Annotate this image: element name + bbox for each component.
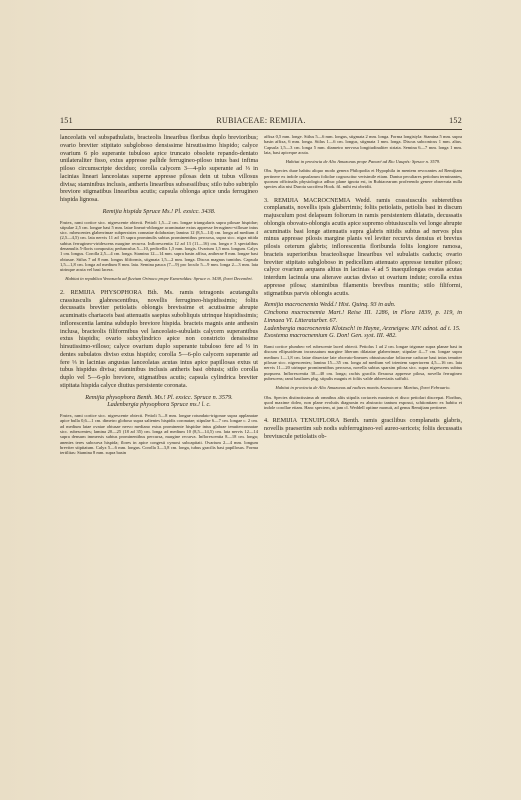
citation: Exostema macrocnemium G. Don! Gen. syst. III. 482.	[264, 332, 397, 340]
species-paragraph: 4. REMIJIA TENUIFLORA Benth. ramis gracilibus complanatis glabris, novellis praesertim sub nodis subferrugineo-vel aureo-sericeis; foliis decussatis breviuscule petiolatis ob-	[264, 417, 462, 440]
habitat-note: Habitat in provincia de Alto Amazonas ad radices montis Araracoara: Martius, floret Februario.	[275, 385, 451, 391]
species-paragraph: 2. REMIJIA PHYSOPHORA Bth. Ms. ramis tetragonis acutangulis crassiusculis glabrescentibus, novellis ferrugineo-hispidissimis; foliis decussatis breviter petiolatis oblongis brevissime et acutissime abrupte acuminatis chartaceis basi attenuatis saepius subobliquis utrinque hispidissimis; inflorescentia lamina subduplo breviore hispida. bracteis magnis ante anthesin inclusa, bracteolis filiformibus vel lanceolato-subulatis calycem superantibus extus hispidis; ovario subcylindrico apice non constricto densissime hirsutissimo-villoso; calyce ovarium duplo superante tubuloso fere ad ⅓ in dentes subulatos diviso extus hispido; corolla 5—6-plo calycem superante ad fere ⅓ in lacinias angustas lanceolatas acutas intus apice papillosas extus ut tubus hispidus divisa; staminibus inclusis antheris basi obtusis; stilo corolla duplo vel 5—6-plo breviore, stigmatibus acutis; capsula cylindrica breviter stipitata hispida calyce diutius persistente coronata.	[60, 288, 258, 389]
paragraph: lanceolatis vel subspathulatis, bracteolis linearibus floribus duplo brevioribus; ovario breviter stipitato subgloboso densissime hirsutissimo hispido; calyce ovarium 6 plo superante tubuloso apice truncato obsolete repando-dentato unilateraliter fisso, extus appresse pallide ferrugineo-piloso intus basi infima piloso circumscripte deciduo; corolla calycem 3—4-plo superante ad ⅓ in lacinias lineari lanceolatas superne appresse pilosas dein ut tubus villosus divisa; staminibus inclusis, antheris linearibus subsessilibus; stilo tubo subtriplo breviore stigmatibus linearibus acutis; capsula oblonga apice unda ferrugineo hispida lignosa.	[60, 134, 258, 203]
citation: Cinchona macrocnemia Mart.! Reise III. 1286, in Flora 1839, p. 119, in Linnaea VI. Litteraturber. 67.	[264, 309, 462, 324]
running-title: RUBIACEAE: REMIJIA.	[216, 116, 306, 125]
citation: Ladenbergia macrocnemia Klotzsch! in Hayne, Arzneigew. XIV. adnot. ad t. 15.	[264, 324, 461, 332]
description-small: Frutex, rami cortice sicc. nigrescente obtecti. Petioli 5—8 mm. longae rotundato-trigonae supra applanatae apice bulla 0,6—1 cm. dimetro globoso supra salientes hispidis coronatae; stipulae 6—7 cm. longae c. 2 cm. ad medium latae ovatae obtusae nervo mediano extus prominente hispidae intus glabrae tenuiterconnatae sicc. rubescentes; lamina 20—25 (18 ad 35) cm. longa ad medium 10 (8,5—14,5) cm. lata nervis 12—14 supra densum immersis subtus prominentibus percursa, margine recurva. Inflorescentia 8—18 cm. longa; anenies teres subcurva hispida; flores in apice congesti cymosi subcapitati. Ovarium 2—4 mm. longum breviter stipitatum. Calyx 5—6 mm. longus. Corolla 3—3,8 cm. longa, tubus gracilis basi papillosus. Forma tertilitas: Stamina 8 mm. supra basin	[60, 413, 258, 456]
citation: Remijia physophora Benth. Ms.! Pl. exsicc. Spruce n. 3579.	[85, 393, 233, 401]
species-paragraph: 3. REMIJIA MACROCNEMIA Wedd. ramis crassiusculis subteretibus complanatis, novellis ipsis glaberrimis; foliis petiolatis, petiolis basi in discum majusculum post delapsum foliorum in ramis persistentem dilatatis, decussatis oblongis obovato-oblongis acutis apice supremo obtusiusculis vel longe abrupte acuminatis basi longe attenuatis supra glabris nitidis subtus ad nervos plus minus appresse pilosis margine planis vel leviter recurvis densius et brevius pilosis ceterum glabris; inflorescentia floribunda foliis longiore ramosa, bracteis superioribus bracteolisque linearibus vel subulatis caducis; ovario breviter stipitato subgloboso in pedicellum attenuato appresse tenuiter piloso; calyce ovarium aequans altius in lacinias 4 ad 5 inaequilongas ovatas acutas interdum lacinula una alterave auctas diviso ut ovarium indute; corolla extus appresse pilosa; staminibus filamentis brevibus munitis; stilo filiformi, stigmatibus parvis oblongis acutis.	[264, 196, 462, 297]
right-column	[264, 134, 462, 714]
description-small: Rami cortice plumbeo vel rubescente lacerl obtecti. Petiolus 1 ad 2 cm. longae trigonae supra planae basi in discum ellipsoideum incrassatum margine liberum dilatatae glaberrimae; stipulae 4—7 cm. longae supra medium 1—1,8 cm. latae dissectae late obovato-lineares obtusiusculae foliaceae caducae basi intus tenuiter pilosae sicc. nigrescentes; lamina 15—35 cm. longa ad medium vel trientem superiorem 4,5—16 cm. lata nervis 11—20 utrinque prominentibus percursa, novella subtus sparsim pilosa sicc. supra nigrescens subtus purpurea. Inflorescentia 30—40 cm. longa; rachis gracilis flexuosa appresse pilosa, novella ferrugineo pubescens; rami basilares pbg. stipulis magnis et foliis valde abbreviatis suffulti.	[264, 344, 462, 381]
citation: Remijia macrocnemia Wedd.! Hist. Quinq. 93 in adn.	[264, 301, 396, 309]
header-rule	[60, 129, 462, 130]
citation: Remijia hispida Spruce Ms.! Pl. exsicc. 3438.	[102, 207, 216, 215]
observation-note: Obs. Species distinctissima ab omnibus aliis stipulis coriaceis maximis et disco petiolari discrepat. Floribus, quod maxime doleo, non plane evolutis diagnosin ex abstracto tantum exposui, schiiontiaeo ex habitu et indole corollae etiam. Hanc speciem, ut jam cl. Weddell optime monuit, ad genus Remijiam pertinere.	[264, 394, 462, 411]
habitat-note: Habitat in provincia de Alto Amazonas prope Panuré ad Rio Uaupés: Spruce n. 3579.	[285, 159, 441, 165]
page-number-left: 151	[60, 116, 73, 125]
habitat-note: Habitat in republica Venezuela ad fluvium Orinoco prope Esmeraldas: Spruce n. 3438, floret Decembri.	[65, 276, 253, 282]
observation-note: Obs. Species duae habitu aliquo modo genera Philopodia et Hypophila in mentem revocantes ad Remijiam pertinere ex indole capsularum foliolae cognoscitur verisimile etiam. Dantur peculiares petiolum terminantes, quorum officinalis physiologica adhuc plane ignota est, in Rubiacearum proferendo genere observata nulla species alia nisi Duroia saccifera Hook. fil. mihi est obvidit.	[264, 168, 462, 190]
description-small: Frutex, rami cortice sicc. nigrescente obtecti. Petioli 1,5—2 cm. longae triangularis supra pilosae hispidae; stipulae 2,5 cm. longae basi 5 mm. latae lineari-oblongae acuminatae extus appresse ferrugineo-villosae intus sicc. rubescentes glaberrimae subpersistes connatae dolabratae; lamina 12 (8,5—14) cm. longa ad medium 4 (2,5—4,5) cm. lata nervis 11 ad 15 supra prominulis subtus prominentibus percursa, supra sicc. nigra nitida subtus ferrugineo-viridescens margine recurva. Inflorescentia 12 ad 13 (11—16) cm. longa e 3 specialibus denamulis 5-floris composita; pedunculus 5—10, pedicellis 1,5 mm. longis. Ovarium 1,5 mm. longum. Calyx 1 cm. longus. Corolla 2,5—4 cm. longa. Stamina 12—14 mm. supra basin affixa, antherae 8 mm. longae basi obtusae. Stilus 7 ad 8 mm. longus filiformis, stigmata 1,5—2 mm. longa. Discus magnus tumidus. Capsula 1,5—1,8 cm. longa ad medium 8 mm. lata. Semina pauca (7—9) pro loculo 5—9 mm. longa 2—3 mm. lata utrinque acuta vel basi lacera.	[60, 219, 258, 273]
running-header	[60, 116, 462, 130]
citation: Ladenbergia physophora Spruce ms.! l. c.	[107, 401, 211, 409]
description-small: affixa 0,5 mm. longe. Stilus 5—6 mm. longus, stigmata 2 mm. longa. Forma longistyla: Stamina 5 mm. supra basin affixa, 6 mm. longa. Stilus 1—6 cm. longus, stigmata 1 mm. longa. Discus subconicus 1 mm. altus. Capsula 1,5—3 cm. longa 5 mm. diametro nervosa longitudinaliter striata. Semina 6—7 mm. longa 1 mm. lata, basi apiceque acuta.	[264, 134, 462, 155]
page-number-right: 152	[449, 116, 462, 125]
left-column	[60, 134, 258, 734]
